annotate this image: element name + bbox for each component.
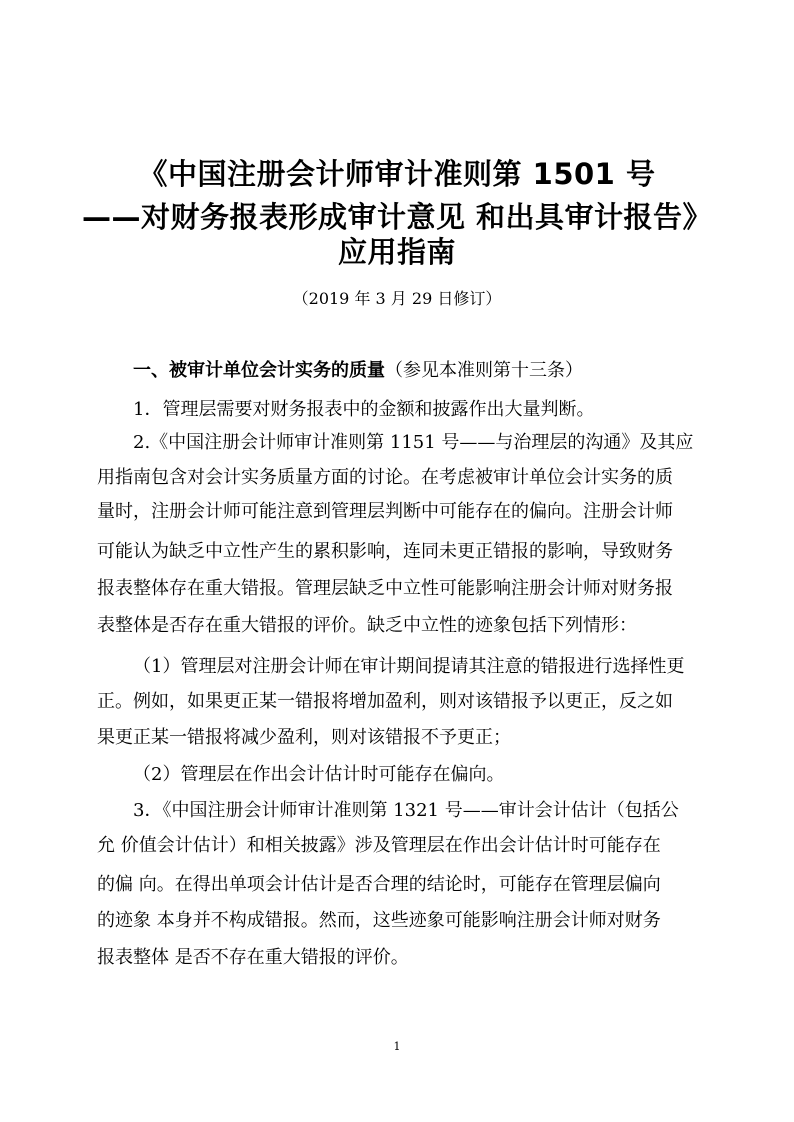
paragraph-line: 2.《中国注册会计师审计准则第 1151 号——与治理层的沟通》及其应	[133, 432, 694, 453]
paragraph-line: 表整体是否存在重大错报的评价。缺乏中立性的迹象包括下列情形：	[97, 615, 637, 636]
section-heading-title: 一、被审计单位会计实务的质量	[133, 360, 385, 381]
paragraph-line: 报表整体 是否不存在重大错报的评价。	[97, 947, 409, 968]
section-heading-reference: （参见本准则第十三条）	[385, 360, 583, 381]
paragraph-line: 的迹象 本身并不构成错报。然而，这些迹象可能影响注册会计师对财务	[97, 910, 661, 931]
section-heading	[133, 359, 583, 383]
title-line-2: ——对财务报表形成审计意见 和出具审计报告》	[81, 200, 713, 234]
paragraph-line: （1）管理层对注册会计师在审计期间提请其注意的错报进行选择性更	[133, 656, 685, 677]
paragraph-line: 3．《中国注册会计师审计准则第 1321 号——审计会计估计（包括公	[133, 800, 679, 821]
paragraph-line: 正。例如，如果更正某一错报将增加盈利，则对该错报予以更正，反之如	[97, 691, 673, 712]
paragraph-line: 报表整体存在重大错报。管理层缺乏中立性可能影响注册会计师对财务报	[97, 578, 673, 599]
paragraph-line: 量时，注册会计师可能注意到管理层判断中可能存在的偏向。注册会计师	[97, 501, 673, 522]
paragraph-line: 可能认为缺乏中立性产生的累积影响，连同未更正错报的影响，导致财务	[97, 541, 673, 562]
paragraph-line: （2）管理层在作出会计估计时可能存在偏向。	[133, 764, 505, 785]
paragraph-line: 用指南包含对会计实务质量方面的讨论。在考虑被审计单位会计实务的质	[97, 467, 673, 488]
paragraph-line: 允 价值会计估计）和相关披露》涉及管理层在作出会计估计时可能存在	[97, 835, 661, 856]
paragraph-line: 果更正某一错报将减少盈利，则对该错报不予更正；	[97, 727, 511, 748]
revision-date: （2019 年 3 月 29 日修订）	[292, 289, 502, 308]
page-number: 1	[393, 1040, 401, 1053]
paragraph-line: 的偏 向。在得出单项会计估计是否合理的结论时，可能存在管理层偏向	[97, 874, 661, 895]
title-line-3: 应用指南	[337, 235, 456, 269]
title-line-1: 《中国注册会计师审计准则第 1501 号	[138, 157, 656, 191]
paragraph-line: 1．管理层需要对财务报表中的金额和披露作出大量判断。	[133, 399, 595, 420]
